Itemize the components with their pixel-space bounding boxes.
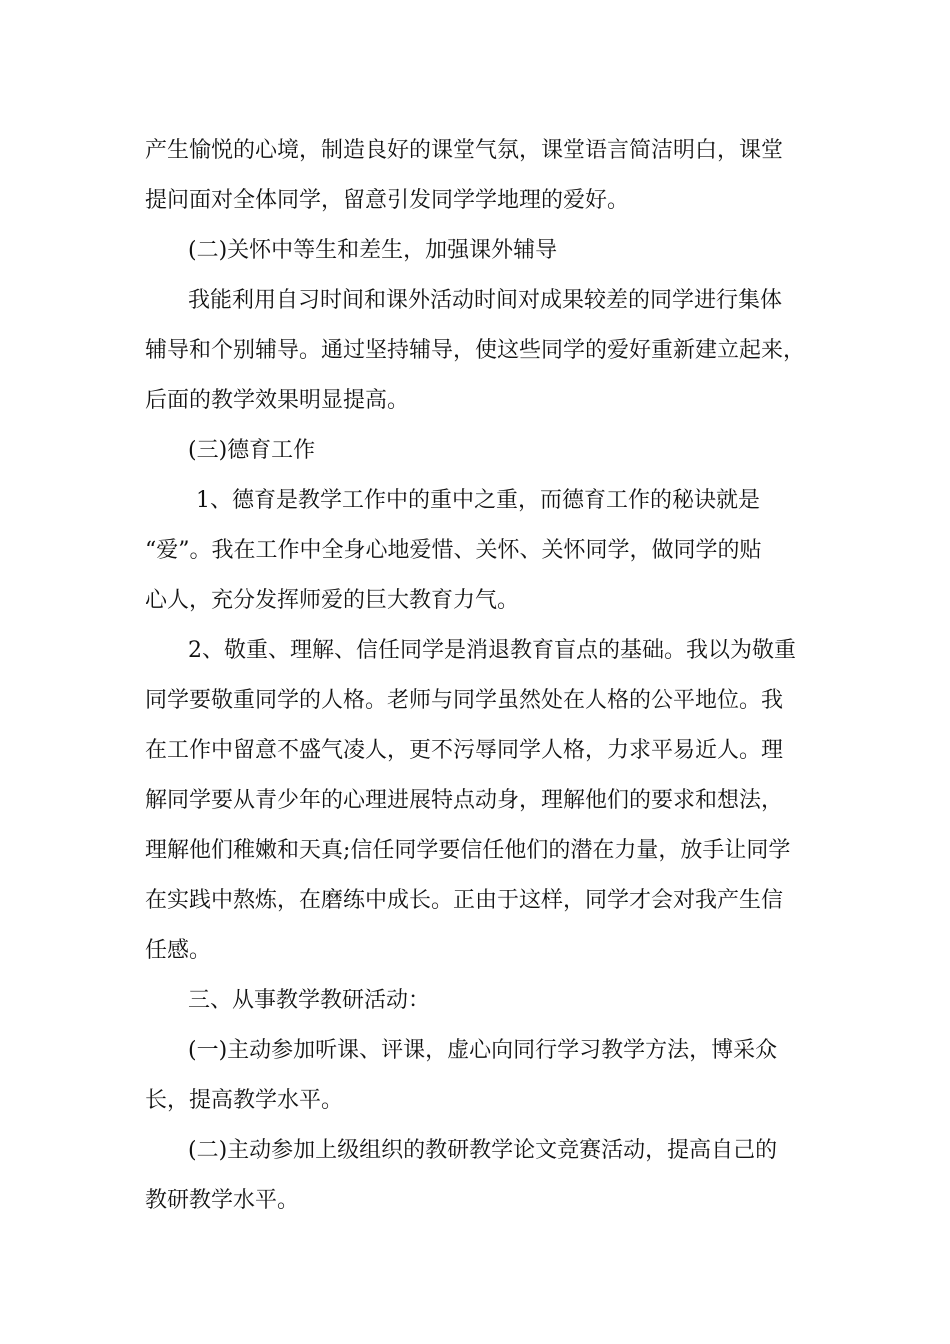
text-line: 心人，充分发挥师爱的巨大教育力气。	[145, 588, 520, 613]
text-line: 理解他们稚嫩和天真;信任同学要信任他们的潜在力量，放手让同学	[145, 838, 791, 863]
text-line: 辅导和个别辅导。通过坚持辅导，使这些同学的爱好重新建立起来，	[145, 338, 806, 363]
text-line: 1、德育是教学工作中的重中之重，而德育工作的秘诀就是	[196, 488, 760, 513]
text-line: 长，提高教学水平。	[145, 1088, 344, 1113]
text-line: 2、敬重、理解、信任同学是消退教育盲点的基础。我以为敬重	[188, 638, 796, 663]
text-line: 后面的教学效果明显提高。	[145, 388, 410, 413]
text-line: “爱”。我在工作中全身心地爱惜、关怀、关怀同学，做同学的贴	[145, 538, 762, 563]
text-line: 我能利用自习时间和课外活动时间对成果较差的同学进行集体	[188, 288, 783, 313]
text-line: (二)主动参加上级组织的教研教学论文竞赛活动，提高自己的	[188, 1138, 778, 1163]
text-line: 解同学要从青少年的心理进展特点动身，理解他们的要求和想法，	[145, 788, 784, 813]
text-line: 在实践中熬炼，在磨练中成长。正由于这样，同学才会对我产生信	[145, 888, 784, 913]
section-heading: 三、从事教学教研活动：	[188, 988, 431, 1013]
section-heading: (二)关怀中等生和差生，加强课外辅导	[188, 238, 558, 263]
text-line: 同学要敬重同学的人格。老师与同学虽然处在人格的公平地位。我	[145, 688, 784, 713]
text-line: (一)主动参加听课、评课，虚心向同行学习教学方法，博采众	[188, 1038, 778, 1063]
text-line: 提问面对全体同学，留意引发同学学地理的爱好。	[145, 188, 630, 213]
section-heading: (三)德育工作	[188, 438, 316, 463]
text-line: 产生愉悦的心境，制造良好的课堂气氛，课堂语言简洁明白，课堂	[145, 138, 784, 163]
text-line: 教研教学水平。	[145, 1188, 300, 1213]
text-line: 任感。	[145, 938, 212, 963]
text-line: 在工作中留意不盛气凌人，更不污辱同学人格，力求平易近人。理	[145, 738, 784, 763]
